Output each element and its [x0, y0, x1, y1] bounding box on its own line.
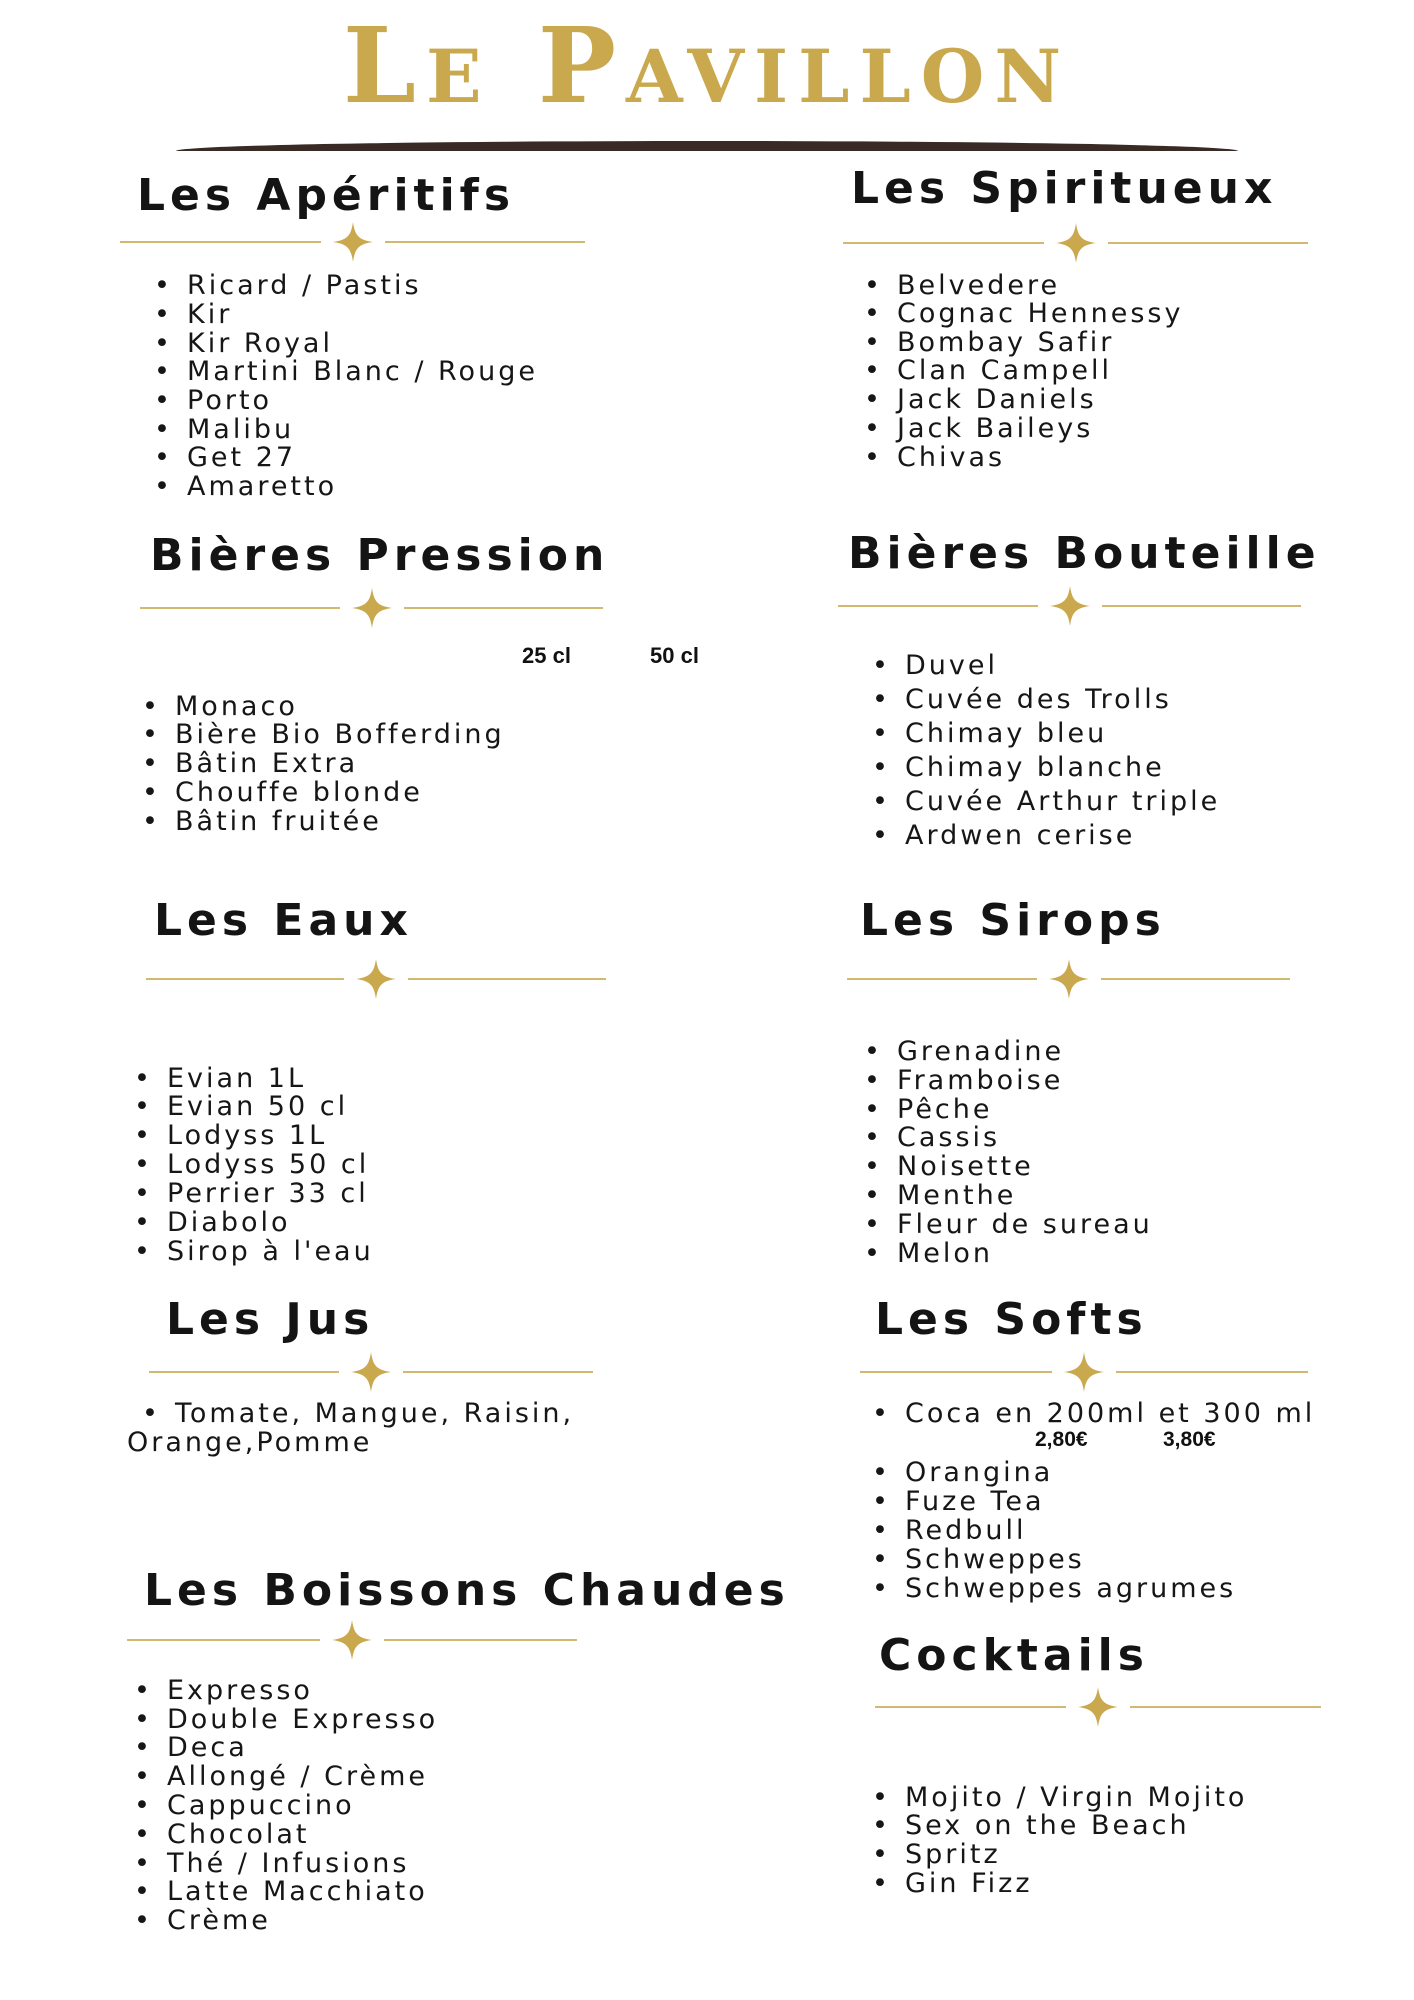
menu-item-name: • Chouffe blonde	[175, 779, 423, 806]
menu-item-name: • Sex on the Beach	[905, 1812, 1190, 1839]
menu-item-name: • Thé / Infusions	[167, 1850, 409, 1877]
section-divider	[860, 1352, 1308, 1392]
menu-item-name: • Framboise	[897, 1067, 1063, 1094]
price-300ml: 3,80€	[1163, 1428, 1216, 1451]
section-title: Les Spiritueux	[851, 163, 1278, 214]
section-divider	[140, 588, 603, 628]
menu-item-name: • Allongé / Crème	[167, 1763, 428, 1790]
menu-item-name: • Schweppes agrumes	[905, 1575, 1236, 1602]
menu-item-name: • Bière Bio Bofferding	[175, 721, 505, 748]
menu-item-name: • Gin Fizz	[905, 1870, 1033, 1897]
four-point-star-icon	[333, 222, 373, 262]
column-header: 25 cl	[522, 643, 571, 668]
divider-line	[843, 242, 1044, 244]
menu-item-name: • Ardwen cerise	[905, 822, 1135, 849]
divider-line	[838, 605, 1038, 607]
section-title: Les Softs	[875, 1294, 1148, 1345]
section-title: Bières Bouteille	[848, 528, 1321, 579]
menu-item-name-line2: Orange,Pomme	[127, 1427, 373, 1458]
menu-item-name: • Clan Campell	[897, 357, 1112, 384]
menu-item-name: • Cassis	[897, 1124, 1000, 1151]
menu-item-name: • Jack Baileys	[897, 415, 1093, 442]
menu-item-name: • Chivas	[897, 444, 1005, 471]
four-point-star-icon	[1064, 1352, 1104, 1392]
section-divider	[149, 1352, 593, 1392]
divider-line	[1116, 1371, 1308, 1373]
four-point-star-icon	[352, 588, 392, 628]
menu-item-name: • Cognac Hennessy	[897, 300, 1183, 327]
menu-item-name: • Mojito / Virgin Mojito	[905, 1784, 1247, 1811]
divider-line	[875, 1706, 1066, 1708]
menu-item-name: • Crème	[167, 1907, 271, 1934]
menu-item-name: • Tomate, Mangue, Raisin,	[175, 1400, 574, 1427]
menu-item-name: • Perrier 33 cl	[167, 1180, 369, 1207]
section-divider	[127, 1620, 577, 1660]
menu-item-name: • Chimay blanche	[905, 754, 1165, 781]
divider-line	[1108, 242, 1309, 244]
four-point-star-icon	[1056, 223, 1096, 263]
menu-item-name: • Bâtin Extra	[175, 750, 358, 777]
divider-line	[404, 607, 604, 609]
divider-line	[127, 1639, 320, 1641]
menu-item-name: • Malibu	[187, 416, 294, 443]
section-title: Les Apéritifs	[137, 170, 516, 221]
menu-item-name: • Melon	[897, 1240, 993, 1267]
four-point-star-icon	[1078, 1687, 1118, 1727]
section-divider	[120, 222, 585, 262]
menu-item-name: • Lodyss 1L	[167, 1122, 327, 1149]
menu-item-name: • Double Expresso	[167, 1706, 438, 1733]
divider-line	[1102, 605, 1302, 607]
menu-item-name: • Schweppes	[905, 1546, 1085, 1573]
section-title: Les Jus	[166, 1294, 375, 1345]
section-title: Les Eaux	[154, 895, 413, 946]
section-title: Cocktails	[879, 1630, 1149, 1681]
menu-item-name: • Cappuccino	[167, 1792, 355, 1819]
menu-item-name: • Deca	[167, 1734, 248, 1761]
header-divider-bar	[176, 141, 1238, 151]
menu-item-name: • Cuvée des Trolls	[905, 686, 1172, 713]
menu-item-name: • Cuvée Arthur triple	[905, 788, 1220, 815]
divider-line	[120, 241, 321, 243]
section-title: Bières Pression	[150, 530, 610, 581]
menu-item-name: • Porto	[187, 387, 272, 414]
section-divider	[847, 959, 1290, 999]
divider-line	[384, 1639, 577, 1641]
menu-item-name: • Pêche	[897, 1096, 993, 1123]
divider-line	[408, 978, 606, 980]
section-divider	[875, 1687, 1321, 1727]
menu-item-name: • Orangina	[905, 1459, 1053, 1486]
menu-item-name: • Redbull	[905, 1517, 1027, 1544]
divider-line	[146, 978, 344, 980]
column-header: 50 cl	[650, 643, 699, 668]
section-divider	[146, 959, 606, 999]
menu-item-name: • Chimay bleu	[905, 720, 1107, 747]
menu-item-name: • Belvedere	[897, 272, 1060, 299]
menu-item-name: • Ricard / Pastis	[187, 272, 422, 299]
menu-item-name: • Monaco	[175, 693, 298, 720]
menu-item-name: • Bâtin fruitée	[175, 808, 382, 835]
menu-item-name: • Diabolo	[167, 1209, 291, 1236]
menu-item-name: • Get 27	[187, 444, 296, 471]
section-title: Les Sirops	[860, 895, 1166, 946]
four-point-star-icon	[356, 959, 396, 999]
divider-line	[1130, 1706, 1321, 1708]
menu-item-name: • Jack Daniels	[897, 386, 1097, 413]
menu-item-name: • Fleur de sureau	[897, 1211, 1153, 1238]
four-point-star-icon	[1049, 959, 1089, 999]
menu-item-name: • Evian 1L	[167, 1065, 306, 1092]
menu-item-name: • Fuze Tea	[905, 1488, 1045, 1515]
divider-line	[860, 1371, 1052, 1373]
menu-item-name: • Evian 50 cl	[167, 1093, 348, 1120]
section-divider	[843, 223, 1308, 263]
menu-item-name: • Grenadine	[897, 1038, 1064, 1065]
menu-item-name: • Chocolat	[167, 1821, 309, 1848]
section-title: Les Boissons Chaudes	[144, 1565, 790, 1616]
four-point-star-icon	[351, 1352, 391, 1392]
divider-line	[140, 607, 340, 609]
menu-item-name: • Kir Royal	[187, 330, 333, 357]
price-200ml: 2,80€	[1035, 1428, 1088, 1451]
menu-item-name: • Duvel	[905, 652, 998, 679]
menu-item-name: • Latte Macchiato	[167, 1878, 428, 1905]
four-point-star-icon	[332, 1620, 372, 1660]
menu-item-name: • Sirop à l'eau	[167, 1238, 374, 1265]
divider-line	[385, 241, 586, 243]
menu-item-name: • Martini Blanc / Rouge	[187, 358, 538, 385]
four-point-star-icon	[1050, 586, 1090, 626]
menu-item-name: • Amaretto	[187, 473, 337, 500]
menu-item-name: • Kir	[187, 301, 232, 328]
divider-line	[1101, 978, 1291, 980]
menu-item-name: • Lodyss 50 cl	[167, 1151, 369, 1178]
section-divider	[838, 586, 1301, 626]
divider-line	[847, 978, 1037, 980]
menu-item-name: • Menthe	[897, 1182, 1016, 1209]
page-title: Le Pavillon	[342, 4, 1072, 127]
divider-line	[403, 1371, 593, 1373]
menu-item-name: • Expresso	[167, 1677, 313, 1704]
menu-item-name: • Spritz	[905, 1841, 1001, 1868]
menu-item-name: • Bombay Safir	[897, 329, 1114, 356]
menu-item-name: • Noisette	[897, 1153, 1034, 1180]
divider-line	[149, 1371, 339, 1373]
menu-item-name: • Coca en 200ml et 300 ml	[905, 1400, 1315, 1427]
